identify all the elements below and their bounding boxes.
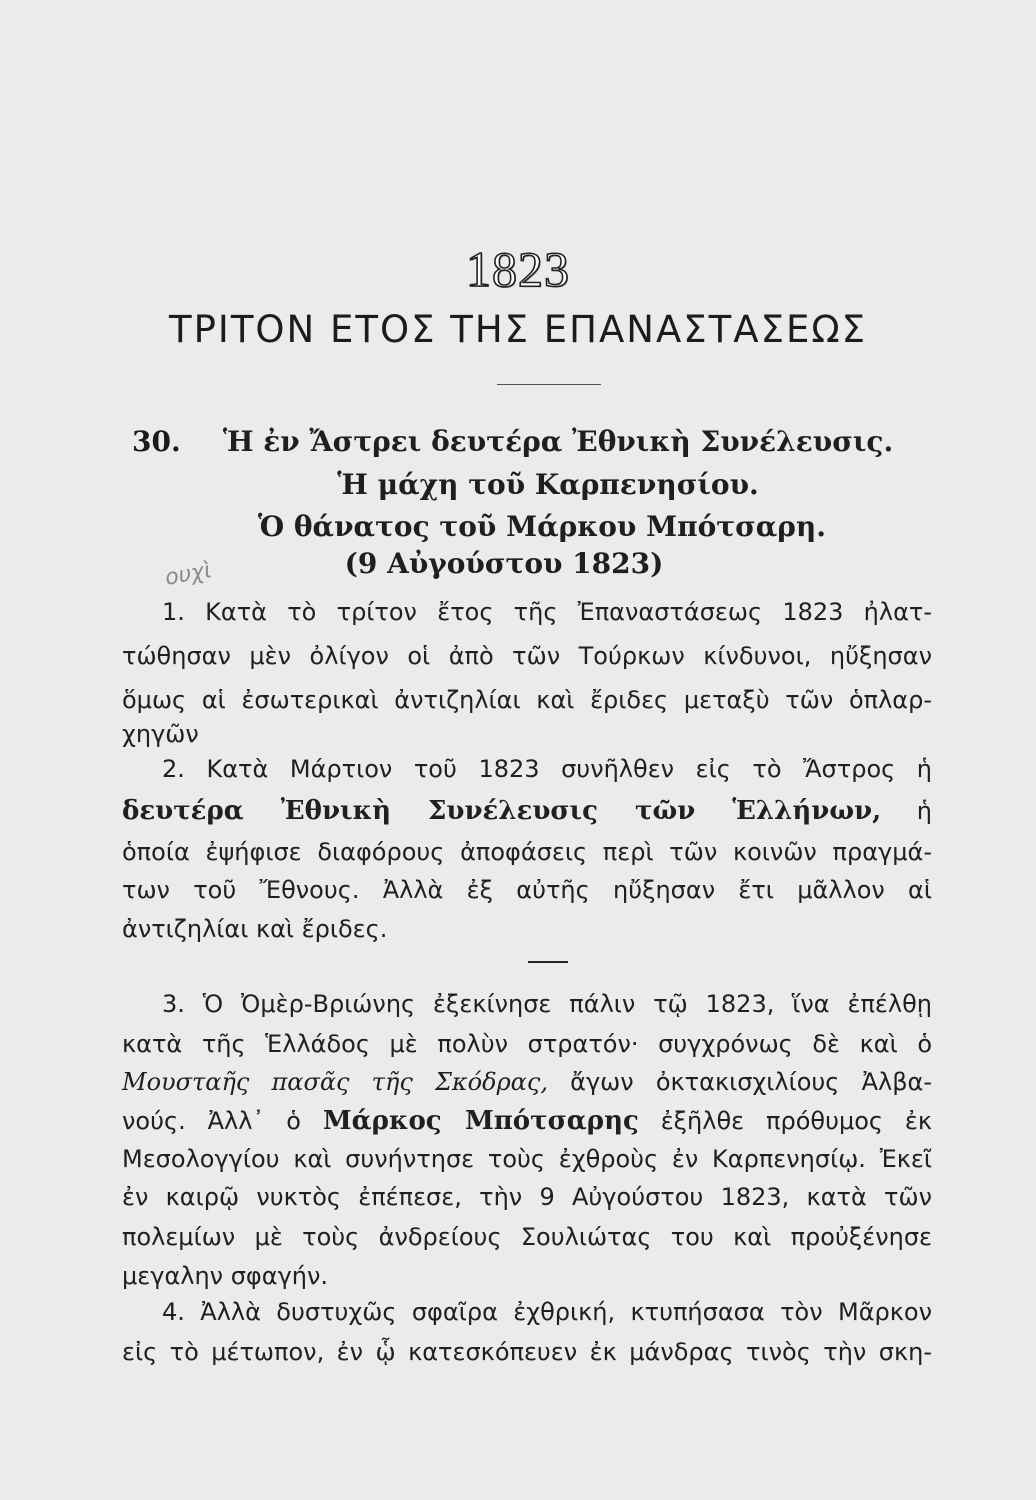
year-title: 1823 — [466, 241, 570, 297]
assembly-name-bold: δευτέρα Ἐθνικὴ Συνέλευσις τῶν Ἑλλήνων, — [122, 796, 882, 826]
section-dash — [528, 961, 568, 963]
paragraph-3-line-6: ἐν καιρῷ νυκτὸς ἐπέπεσε, τὴν 9 Αὐγούστου 1823, κατὰ τῶν — [122, 1183, 932, 1211]
paragraph-3-line-8: μεγαλην σφαγήν. — [122, 1262, 329, 1290]
paragraph-3-line-4 — [122, 1106, 932, 1136]
paragraph-1-line-2: τώθησαν μὲν ὀλίγον οἱ ἀπὸ τῶν Τούρκων κίνδυνοι, ηὔξησαν — [122, 642, 932, 670]
paragraph-3-line-7: πολεμίων μὲ τοὺς ἀνδρείους Σουλιώτας του καὶ προὐξένησε — [122, 1223, 932, 1251]
paragraph-4-line-1: 4. Ἀλλὰ δυστυχῶς σφαῖρα ἐχθρική, κτυπήσασα τὸν Μᾶρκον — [162, 1298, 932, 1326]
section-heading-line-3: Ὁ θάνατος τοῦ Μάρκου Μπότσαρη. — [257, 510, 827, 543]
paragraph-4-line-2: εἰς τὸ μέτωπον, ἐν ᾧ κατεσκόπευεν ἐκ μάνδρας τινὸς τὴν σκη- — [122, 1338, 932, 1366]
section-heading-line-1: Ἡ ἐν Ἄστρει δευτέρα Ἐθνικὴ Συνέλευσις. — [222, 425, 894, 458]
paragraph-1-line-4: χηγῶν — [122, 720, 199, 748]
paragraph-2-line-5: ἀντιζηλίαι καὶ ἔριδες. — [122, 915, 388, 943]
section-heading-line-2: Ἡ μάχη τοῦ Καρπενησίου. — [337, 468, 759, 501]
paragraph-3-line-3-rest: ἄγων ὀκτακισχιλίους Ἀλβα- — [547, 1068, 932, 1096]
paragraph-3-line-5: Μεσολογγίου καὶ συνήντησε τοὺς ἐχθροὺς ἐν Καρπενησίῳ. Ἐκεῖ — [122, 1145, 932, 1173]
section-heading-date: (9 Αὐγούστου 1823) — [344, 547, 664, 580]
markos-botsaris-bold: Μάρκος Μπότσαρης — [322, 1106, 639, 1136]
title-divider — [497, 384, 601, 385]
paragraph-3-line-4-start: νούς. Ἀλλ᾽ ὁ — [122, 1107, 323, 1135]
paragraph-2-line-2-rest: ἡ — [881, 797, 932, 825]
paragraph-3-line-2: κατὰ τῆς Ἑλλάδος μὲ πολὺν στρατόν· συγχρόνως δὲ καὶ ὁ — [122, 1030, 932, 1058]
paragraph-3-line-3 — [122, 1068, 932, 1096]
pencil-margin-note: ουχὶ — [163, 558, 214, 591]
paragraph-2-line-1: 2. Κατὰ Μάρτιον τοῦ 1823 συνῆλθεν εἰς τὸ Ἄστρος ἡ — [162, 755, 932, 783]
paragraph-2-line-4: των τοῦ Ἔθνους. Ἀλλὰ ἐξ αὐτῆς ηὔξησαν ἔτι μᾶλλον αἱ — [122, 876, 932, 904]
part-title: ΤΡΙΤΟΝ ΕΤΟΣ ΤΗΣ ΕΠΑΝΑΣΤΑΣΕΩΣ — [169, 308, 867, 351]
paragraph-1-line-1: 1. Κατὰ τὸ τρίτον ἔτος τῆς Ἐπαναστάσεως 1823 ἠλατ- — [162, 598, 932, 626]
paragraph-3-line-4-rest: ἐξῆλθε πρόθυμος ἐκ — [638, 1107, 932, 1135]
paragraph-3-line-1: 3. Ὁ Ὀμὲρ-Βριώνης ἐξεκίνησε πάλιν τῷ 1823, ἵνα ἐπέλθῃ — [162, 990, 932, 1018]
mustai-pasha-italic: Μουσταῆς πασᾶς τῆς Σκόδρας, — [122, 1068, 548, 1096]
paragraph-1-line-3: ὅμως αἱ ἐσωτερικαὶ ἀντιζηλίαι καὶ ἔριδες μεταξὺ τῶν ὁπλαρ- — [122, 686, 932, 714]
section-number: 30. — [132, 425, 181, 458]
paragraph-2-line-2 — [122, 796, 932, 826]
paragraph-2-line-3: ὁποία ἐψήφισε διαφόρους ἀποφάσεις περὶ τῶν κοινῶν πραγμά- — [122, 838, 932, 866]
